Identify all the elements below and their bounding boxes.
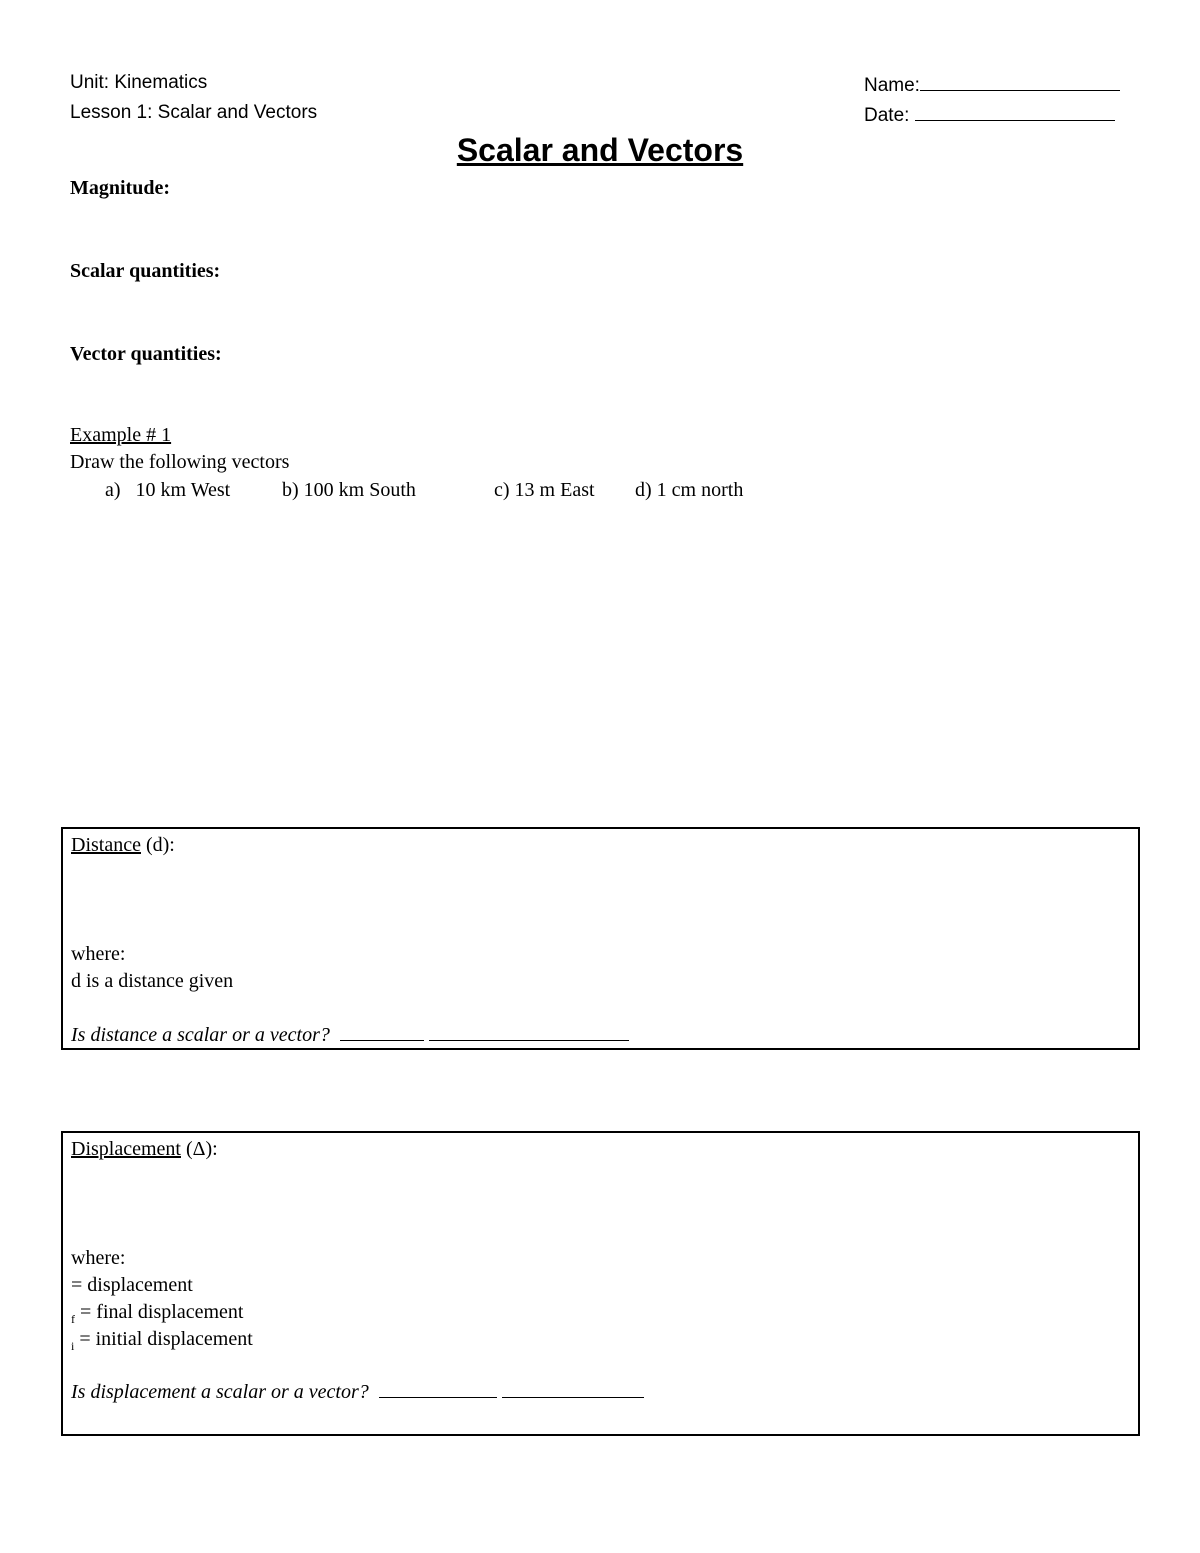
displacement-question: Is displacement a scalar or a vector? xyxy=(71,1381,644,1404)
displacement-def-2: $_f$ = final displacement xyxy=(71,1301,244,1326)
displacement-heading xyxy=(71,1138,218,1161)
date-label: Date: xyxy=(864,105,910,126)
displacement-def-3: $_i$ = initial displacement xyxy=(71,1328,253,1353)
displacement-symbol: (Δ): xyxy=(185,1138,218,1160)
example-heading: Example # 1 xyxy=(70,424,172,446)
distance-term: Distance xyxy=(71,834,141,856)
displacement-def-1: = displacement xyxy=(71,1274,193,1296)
distance-symbol: (d): xyxy=(145,834,175,856)
lesson-label: Lesson 1: Scalar and Vectors xyxy=(70,102,318,123)
distance-heading xyxy=(71,834,175,857)
displacement-box xyxy=(61,1131,1140,1436)
example-item-b: b) 100 km South xyxy=(282,479,416,501)
magnitude-term: Magnitude: xyxy=(70,177,170,199)
displacement-answer-blank-2[interactable] xyxy=(502,1381,644,1398)
example-item-a: a) 10 km West xyxy=(105,479,231,501)
date-blank[interactable] xyxy=(915,102,1115,121)
name-field[interactable] xyxy=(864,72,1120,97)
date-field[interactable] xyxy=(864,102,1115,127)
displacement-answer-blank-1[interactable] xyxy=(379,1381,497,1398)
unit-label: Unit: Kinematics xyxy=(70,72,208,93)
distance-answer-blank-1[interactable] xyxy=(340,1024,424,1041)
distance-box xyxy=(61,827,1140,1050)
scalar-term: Scalar quantities: xyxy=(70,260,221,282)
distance-question: Is distance a scalar or a vector? xyxy=(71,1024,629,1047)
page-title: Scalar and Vectors xyxy=(456,132,744,168)
distance-definition: d is a distance given xyxy=(71,970,234,992)
example-instruction: Draw the following vectors xyxy=(70,451,290,473)
example-item-d: d) 1 cm north xyxy=(635,479,744,501)
distance-where: where: xyxy=(71,943,126,965)
distance-answer-blank-2[interactable] xyxy=(429,1024,629,1041)
displacement-term: Displacement xyxy=(71,1138,181,1160)
name-label: Name: xyxy=(864,75,920,96)
vector-term: Vector quantities: xyxy=(70,343,222,365)
example-item-c: c) 13 m East xyxy=(494,479,595,501)
name-blank[interactable] xyxy=(920,72,1120,91)
displacement-where: where: xyxy=(71,1247,126,1269)
